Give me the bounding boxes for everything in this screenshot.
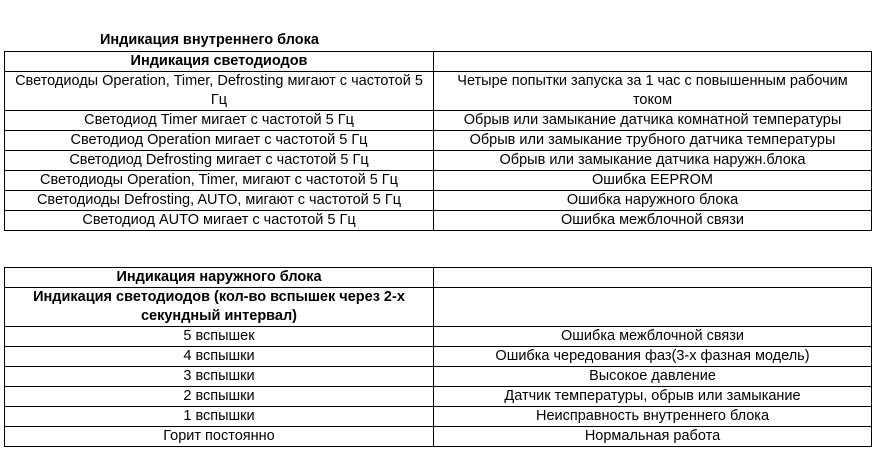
table-header-row (5, 268, 872, 288)
table-row (5, 327, 872, 347)
table-row (5, 407, 872, 427)
table-row (5, 111, 872, 131)
table-row (5, 387, 872, 407)
indication-cell: Светодиоды Operation, Timer, Defrosting мигают с частотой 5 Гц (5, 72, 434, 111)
meaning-cell: Ошибка EEPROM (434, 171, 872, 191)
meaning-cell: Ошибка межблочной связи (434, 211, 872, 231)
meaning-cell: Обрыв или замыкание датчика комнатной температуры (434, 111, 872, 131)
indoor-table-title: Индикация внутреннего блока (100, 32, 319, 48)
outdoor-title-cell: Индикация наружного блока (5, 268, 434, 288)
table-row (5, 427, 872, 447)
table-row (5, 131, 872, 151)
indication-cell: Светодиоды Defrosting, AUTO, мигают с частотой 5 Гц (5, 191, 434, 211)
meaning-cell: Обрыв или замыкание датчика наружн.блока (434, 151, 872, 171)
indication-cell: Светодиод AUTO мигает с частотой 5 Гц (5, 211, 434, 231)
table-row (5, 72, 872, 111)
meaning-cell: Датчик температуры, обрыв или замыкание (434, 387, 872, 407)
empty-cell (434, 268, 872, 288)
indoor-indication-table (4, 51, 872, 231)
indoor-subtitle-cell: Индикация светодиодов (5, 52, 434, 72)
meaning-cell: Ошибка наружного блока (434, 191, 872, 211)
indication-cell: Светодиод Operation мигает с частотой 5 Гц (5, 131, 434, 151)
indication-cell: Светодиод Timer мигает с частотой 5 Гц (5, 111, 434, 131)
table-header-row (5, 52, 872, 72)
empty-cell (434, 52, 872, 72)
meaning-cell: Нормальная работа (434, 427, 872, 447)
meaning-cell: Обрыв или замыкание трубного датчика температуры (434, 131, 872, 151)
table-row (5, 211, 872, 231)
indication-cell: Светодиод Defrosting мигает с частотой 5 Гц (5, 151, 434, 171)
indication-cell: 2 вспышки (5, 387, 434, 407)
table-row (5, 171, 872, 191)
outdoor-subtitle-cell: Индикация светодиодов (кол-во вспышек через 2-х секундный интервал) (5, 288, 434, 327)
indication-cell: 5 вспышек (5, 327, 434, 347)
indication-cell: 1 вспышки (5, 407, 434, 427)
table-row (5, 367, 872, 387)
indication-cell: 4 вспышки (5, 347, 434, 367)
table-header-row (5, 288, 872, 327)
meaning-cell: Неисправность внутреннего блока (434, 407, 872, 427)
table-row (5, 191, 872, 211)
meaning-cell: Ошибка межблочной связи (434, 327, 872, 347)
outdoor-indication-table (4, 267, 872, 447)
meaning-cell: Ошибка чередования фаз(3-х фазная модель) (434, 347, 872, 367)
indication-cell: 3 вспышки (5, 367, 434, 387)
empty-cell (434, 288, 872, 327)
indication-cell: Светодиоды Operation, Timer, мигают с частотой 5 Гц (5, 171, 434, 191)
indication-cell: Горит постоянно (5, 427, 434, 447)
meaning-cell: Четыре попытки запуска за 1 час с повышенным рабочим током (434, 72, 872, 111)
table-row (5, 347, 872, 367)
meaning-cell: Высокое давление (434, 367, 872, 387)
table-row (5, 151, 872, 171)
